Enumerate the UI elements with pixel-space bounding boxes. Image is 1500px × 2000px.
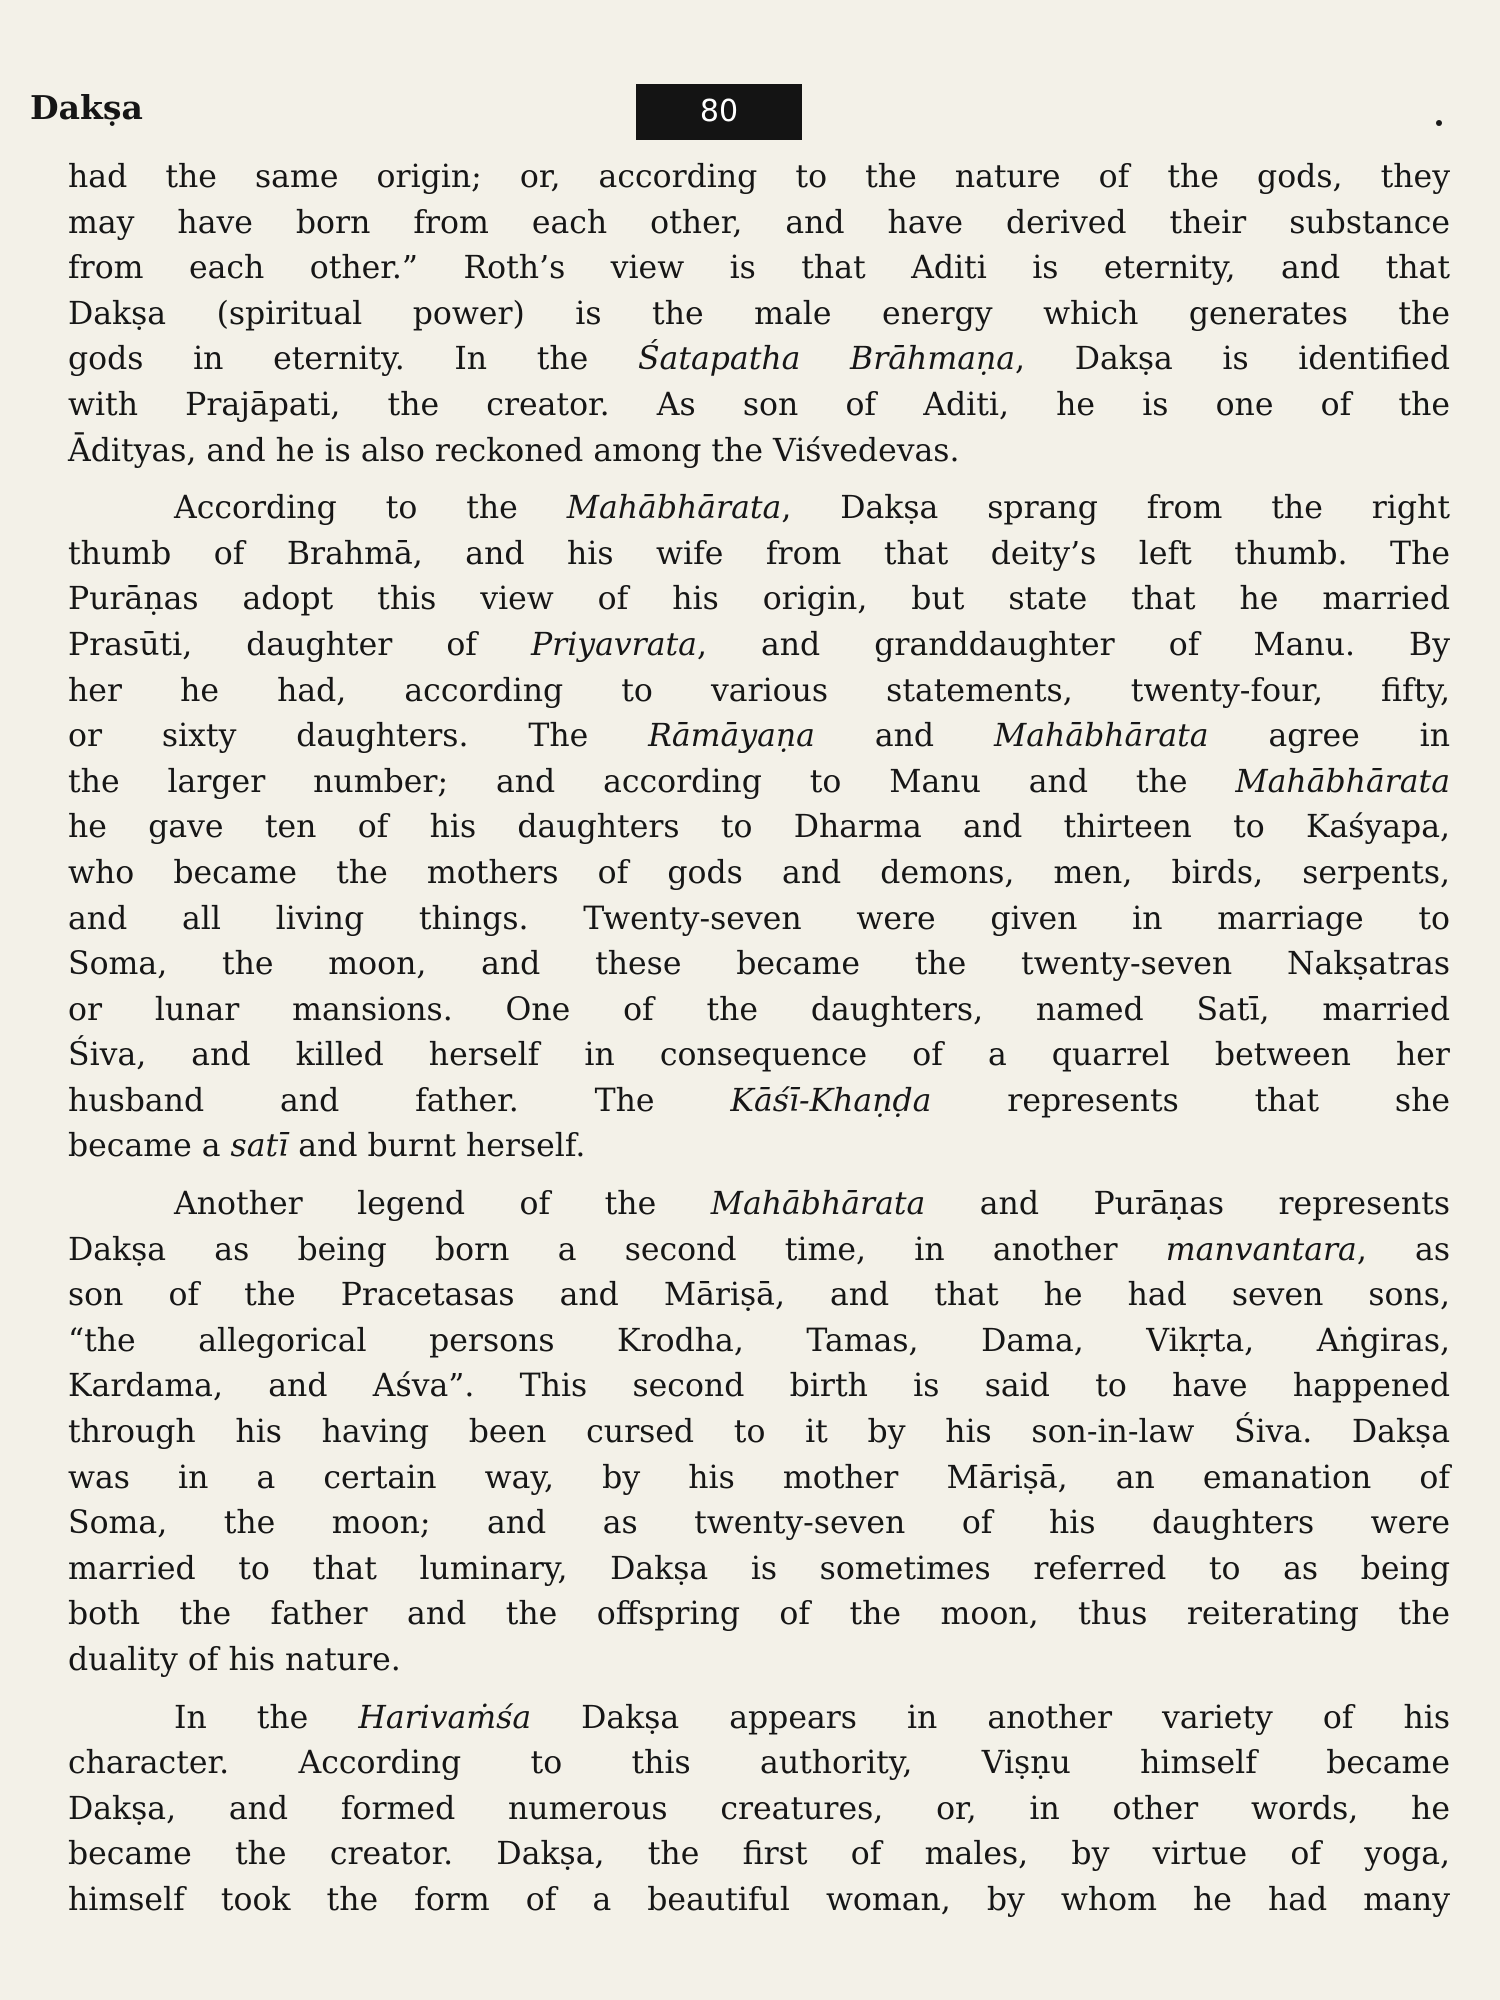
text-line — [68, 577, 1450, 623]
text-line — [68, 1124, 1450, 1170]
text-run: or sixty daughters. The — [68, 718, 649, 755]
text-line — [68, 337, 1450, 383]
text-run: became the creator. Dakṣa, the first of males, by virtue of yoga, — [68, 1836, 1450, 1873]
text-line — [68, 1696, 1450, 1742]
italic-title: manvantara — [1165, 1231, 1357, 1268]
text-run: Ādityas, and he is also reckoned among the Viśvedevas. — [68, 432, 960, 469]
text-run: character. According to this authority, Viṣṇu himself became — [68, 1745, 1450, 1782]
text-line — [68, 1033, 1450, 1079]
text-line — [68, 1079, 1450, 1125]
text-run: According to the — [174, 490, 567, 527]
text-run: and burnt herself. — [288, 1128, 586, 1165]
text-run: Śiva, and killed herself in consequence of a quarrel between her — [68, 1037, 1450, 1074]
text-run: from each other.” Roth’s view is that Aditi is eternity, and that — [68, 250, 1450, 287]
text-run: with Prajāpati, the creator. As son of Aditi, he is one of the — [68, 386, 1450, 423]
text-run: and — [814, 718, 994, 755]
text-line — [68, 532, 1450, 578]
text-run: agree in — [1208, 718, 1450, 755]
text-line — [68, 760, 1450, 806]
text-line — [68, 1501, 1450, 1547]
text-line — [68, 714, 1450, 760]
text-line — [68, 1878, 1450, 1924]
text-line — [68, 486, 1450, 532]
text-run: Kardama, and Aśva”. This second birth is said to have happened — [68, 1368, 1450, 1405]
text-run: duality of his nature. — [68, 1642, 401, 1678]
text-run: both the father and the offspring of the moon, thus reiterating the — [68, 1596, 1450, 1633]
page-number-badge: 80 — [636, 84, 802, 140]
text-line — [68, 623, 1450, 669]
text-run: Dakṣa, and formed numerous creatures, or, in other words, he — [68, 1790, 1450, 1827]
italic-title: Mahābhārata — [1235, 763, 1450, 800]
text-run: , Dakṣa sprang from the right — [781, 490, 1450, 527]
text-run: may have born from each other, and have derived their substance — [68, 204, 1450, 241]
text-line — [68, 429, 1450, 475]
text-run: Dakṣa (spiritual power) is the male energy which generates the — [68, 295, 1450, 332]
text-run: her he had, according to various statements, twenty-four, fifty, — [68, 672, 1450, 709]
text-run: “the allegorical persons Krodha, Tamas, Dama, Vikṛta, Aṅgiras, — [68, 1322, 1450, 1359]
text-run: became a — [68, 1128, 231, 1165]
text-run: husband and father. The — [68, 1082, 731, 1119]
text-run: Dakṣa as being born a second time, in another — [68, 1231, 1166, 1268]
text-run: and Purāṇas represents — [925, 1186, 1450, 1223]
text-line — [68, 1182, 1450, 1228]
paragraph — [68, 486, 1450, 1170]
italic-title: Harivaṁśa — [358, 1699, 532, 1736]
text-run: , and granddaughter of Manu. By — [696, 626, 1450, 663]
paragraph — [68, 155, 1450, 474]
text-line — [68, 1410, 1450, 1456]
text-run: In the — [174, 1699, 359, 1736]
text-line — [68, 1319, 1450, 1365]
text-line — [68, 1228, 1450, 1274]
text-line — [68, 669, 1450, 715]
paragraph — [68, 1696, 1450, 1924]
text-line — [68, 988, 1450, 1034]
text-run: Soma, the moon; and as twenty-seven of his daughters were — [68, 1505, 1450, 1542]
paragraph — [68, 1182, 1450, 1684]
text-line — [68, 246, 1450, 292]
italic-title: Mahābhārata — [710, 1186, 926, 1223]
text-line — [68, 1547, 1450, 1593]
text-run: Purāṇas adopt this view of his origin, but state that he married — [68, 581, 1450, 618]
italic-title: Kāśī-Khaṇḍa — [730, 1082, 932, 1119]
text-line — [68, 155, 1450, 201]
text-line — [68, 1638, 1450, 1684]
text-run: , Dakṣa is identified — [1015, 341, 1450, 378]
text-run: or lunar mansions. One of the daughters, named Satī, married — [68, 991, 1450, 1028]
text-run: himself took the form of a beautiful woman, by whom he had many — [68, 1881, 1450, 1918]
text-line — [68, 201, 1450, 247]
text-line — [68, 897, 1450, 943]
text-line — [68, 1273, 1450, 1319]
text-run: thumb of Brahmā, and his wife from that deity’s left thumb. The — [68, 535, 1450, 572]
text-run: Prasūti, daughter of — [68, 626, 531, 663]
text-line — [68, 1787, 1450, 1833]
italic-title: Rāmāyaṇa — [648, 718, 815, 755]
text-run: who became the mothers of gods and demons, men, birds, serpents, — [68, 854, 1450, 891]
text-run: had the same origin; or, according to the nature of the gods, they — [68, 159, 1450, 195]
text-line — [68, 383, 1450, 429]
print-speck — [1436, 120, 1442, 126]
text-line — [68, 1592, 1450, 1638]
text-run: Dakṣa appears in another variety of his — [531, 1699, 1451, 1736]
italic-title: Śatapatha Brāhmaṇa — [637, 341, 1016, 378]
italic-title: Priyavrata — [530, 626, 697, 663]
text-run: , as — [1356, 1231, 1450, 1268]
italic-title: satī — [230, 1128, 289, 1165]
text-run: he gave ten of his daughters to Dharma and thirteen to Kaśyapa, — [68, 809, 1450, 846]
italic-title: Mahābhārata — [566, 490, 782, 527]
text-run: Another legend of the — [174, 1186, 711, 1223]
text-run: the larger number; and according to Manu and the — [68, 763, 1236, 800]
text-line — [68, 292, 1450, 338]
text-run: through his having been cursed to it by his son-in-law Śiva. Dakṣa — [68, 1414, 1450, 1451]
text-run: married to that luminary, Dakṣa is sometimes referred to as being — [68, 1550, 1450, 1587]
text-line — [68, 805, 1450, 851]
text-run: represents that she — [931, 1082, 1450, 1119]
text-run: son of the Pracetasas and Māriṣā, and that he had seven sons, — [68, 1277, 1450, 1314]
text-run: was in a certain way, by his mother Māriṣā, an emanation of — [68, 1459, 1450, 1496]
text-line — [68, 1364, 1450, 1410]
text-line — [68, 1456, 1450, 1502]
italic-title: Mahābhārata — [993, 718, 1209, 755]
text-run: gods in eternity. In the — [68, 341, 638, 378]
running-head: Dakṣa — [30, 88, 143, 127]
text-run: and all living things. Twenty-seven were given in marriage to — [68, 900, 1450, 937]
body-text — [68, 155, 1450, 1936]
text-line — [68, 942, 1450, 988]
text-line — [68, 1832, 1450, 1878]
text-line — [68, 1741, 1450, 1787]
text-line — [68, 851, 1450, 897]
text-run: Soma, the moon, and these became the twenty-seven Nakṣatras — [68, 946, 1450, 983]
